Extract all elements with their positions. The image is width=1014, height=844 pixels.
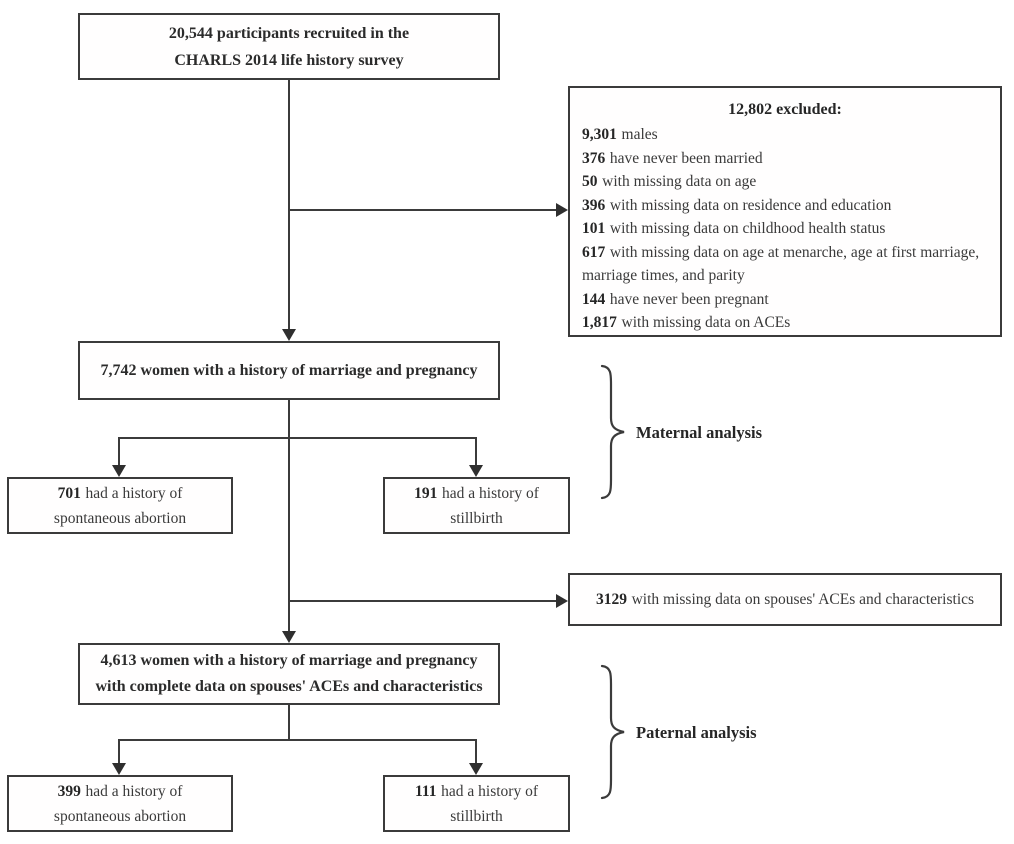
excluded-item: 50 with missing data on age: [582, 173, 757, 190]
connector-paternal-down: [288, 705, 290, 741]
connector-to-excluded: [289, 209, 556, 211]
box-maternal-stillbirth: 191 had a history of stillbirth: [383, 477, 570, 534]
box-maternal-abortion: 701 had a history of spontaneous abortion: [7, 477, 233, 534]
connector-drop-abortion: [118, 437, 120, 465]
excluded-title: 12,802 excluded:: [728, 101, 842, 118]
connector-maternal-split: [118, 437, 477, 439]
box-paternal-cohort: [78, 643, 500, 705]
excluded-item: 9,301 males: [582, 126, 658, 143]
maternal-analysis-label: Maternal analysis: [636, 423, 763, 442]
arrowhead-right-icon: [556, 594, 568, 608]
connector-maternal-to-paternal: [288, 400, 290, 632]
box-excluded: [568, 86, 1002, 337]
recruited-line1: 20,544 participants recruited in the: [168, 24, 410, 42]
arrowhead-down-icon: [469, 465, 483, 477]
excluded-item: 376 have never been married: [582, 149, 763, 167]
connector-drop-stillbirth: [475, 437, 477, 465]
box-spouses-missing: 3129 with missing data on spouses' ACEs and characteristics: [568, 573, 1002, 626]
box-paternal-stillbirth: 111 had a history of stillbirth: [383, 775, 570, 832]
connector-to-spouses-missing: [289, 600, 556, 602]
excluded-item: 144 have never been pregnant: [582, 290, 769, 308]
connector-drop-abortion2: [118, 739, 120, 763]
arrowhead-right-icon: [556, 203, 568, 217]
excluded-item: 617 with missing data on age at menarche, age at first marriage, marriage times, and parity: [582, 243, 980, 284]
connector-drop-stillbirth2: [475, 739, 477, 763]
paternal-analysis-label: Paternal analysis: [636, 723, 757, 742]
box-recruited: [78, 13, 500, 80]
arrowhead-down-icon: [282, 631, 296, 643]
connector-paternal-split: [118, 739, 477, 741]
box-paternal-abortion: 399 had a history of spontaneous abortion: [7, 775, 233, 832]
paternal-cohort-line1: 4,613 women with a history of marriage and pregnancy: [100, 652, 478, 669]
maternal-brace-icon: [597, 364, 627, 500]
excluded-item: 1,817 with missing data on ACEs: [582, 314, 791, 331]
paternal-brace-icon: [597, 664, 627, 800]
paternal-cohort-line2: with complete data on spouses' ACEs and characteristics: [95, 678, 483, 695]
arrowhead-down-icon: [282, 329, 296, 341]
excluded-item: 396 with missing data on residence and education: [582, 196, 892, 214]
box-maternal-cohort: [78, 341, 500, 400]
arrowhead-down-icon: [112, 763, 126, 775]
arrowhead-down-icon: [469, 763, 483, 775]
recruited-line2: CHARLS 2014 life history survey: [174, 51, 404, 69]
arrowhead-down-icon: [112, 465, 126, 477]
connector-recruited-to-maternal: [288, 80, 290, 331]
maternal-cohort-text: 7,742 women with a history of marriage and pregnancy: [100, 362, 478, 379]
excluded-item: 101 with missing data on childhood health status: [582, 220, 886, 237]
